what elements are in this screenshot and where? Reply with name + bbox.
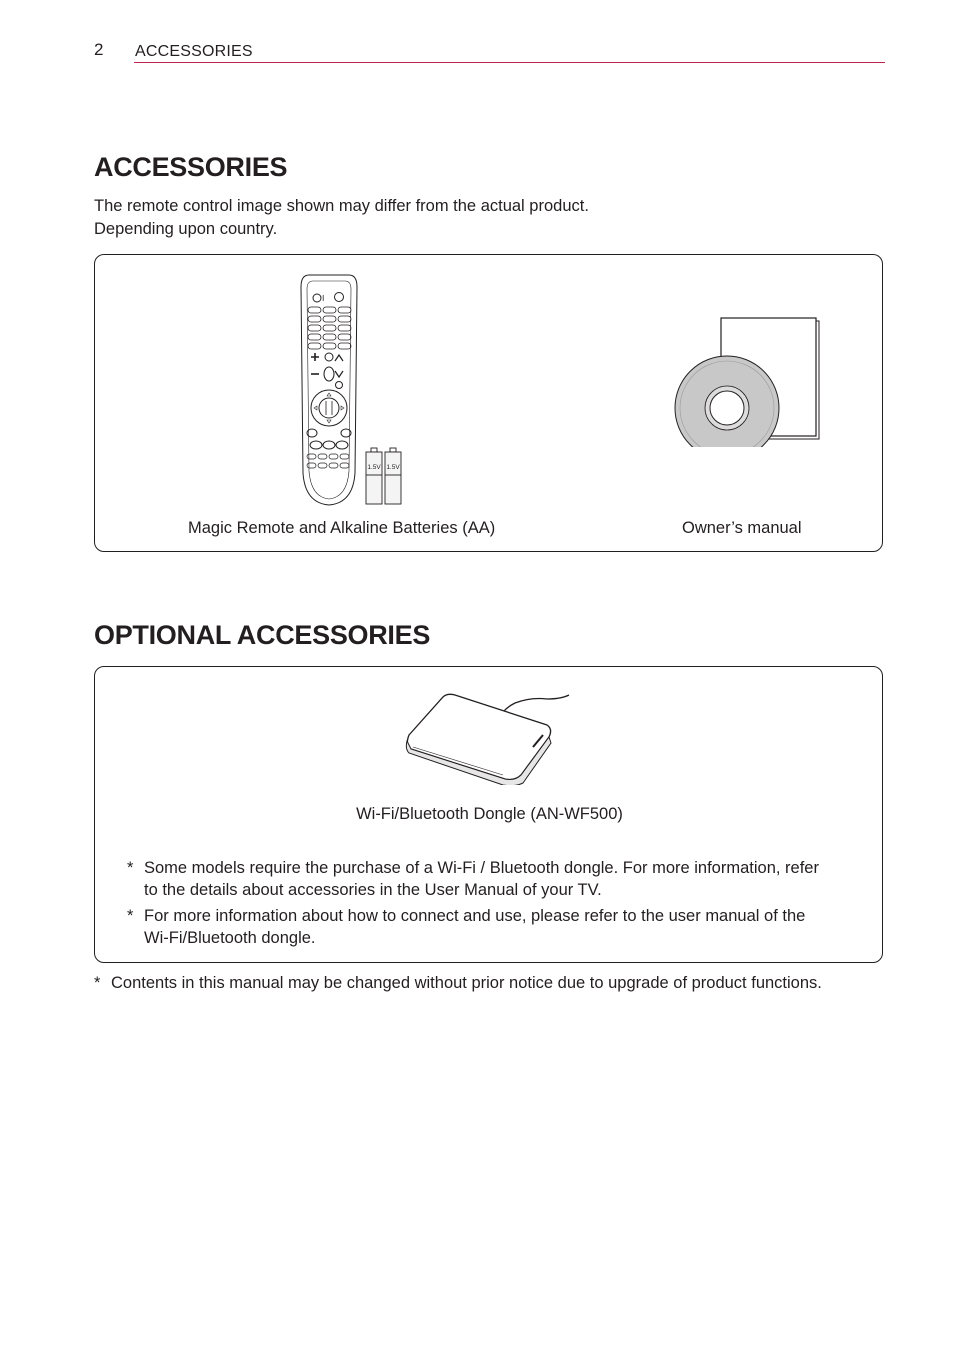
svg-text:I: I <box>322 294 325 303</box>
footer-note-marker: * <box>94 974 101 992</box>
note-text <box>144 905 805 949</box>
header-rule <box>134 62 885 63</box>
note-line: to the details about accessories in the User Manual of your TV. <box>144 881 602 899</box>
battery-icon <box>384 447 402 510</box>
note-text <box>144 857 819 901</box>
intro-line: The remote control image shown may differ from the actual product. <box>94 197 589 215</box>
page-number: 2 <box>94 40 104 59</box>
section-heading-accessories: ACCESSORIES <box>94 152 288 182</box>
note-item <box>127 857 867 901</box>
battery-label: 1.5V <box>386 464 400 471</box>
caption-owners-manual: Owner’s manual <box>682 519 802 537</box>
battery-icon <box>365 447 383 510</box>
note-line: Some models require the purchase of a Wi-Fi / Bluetooth dongle. For more information, refer <box>144 859 819 877</box>
intro-line: Depending upon country. <box>94 220 278 238</box>
accessories-box <box>94 254 883 552</box>
note-marker: * <box>127 859 134 877</box>
note-marker: * <box>127 907 134 925</box>
magic-remote-icon <box>295 273 363 507</box>
owners-manual-cd-icon <box>671 317 823 447</box>
note-line: For more information about how to connect and use, please refer to the user manual of the <box>144 907 806 925</box>
running-title: ACCESSORIES <box>135 43 253 60</box>
caption-dongle: Wi-Fi/Bluetooth Dongle (AN-WF500) <box>356 805 623 823</box>
battery-label: 1.5V <box>367 464 381 471</box>
footer-note <box>94 972 894 996</box>
note-item <box>127 905 867 949</box>
optional-accessories-box <box>94 666 883 963</box>
wifi-bluetooth-dongle-icon <box>403 691 573 785</box>
caption-magic-remote: Magic Remote and Alkaline Batteries (AA) <box>188 519 496 537</box>
intro-text <box>94 195 589 241</box>
section-heading-optional-accessories: OPTIONAL ACCESSORIES <box>94 620 431 650</box>
footer-note-text: Contents in this manual may be changed without prior notice due to upgrade of product functions. <box>111 974 822 992</box>
note-line: Wi-Fi/Bluetooth dongle. <box>144 929 316 947</box>
